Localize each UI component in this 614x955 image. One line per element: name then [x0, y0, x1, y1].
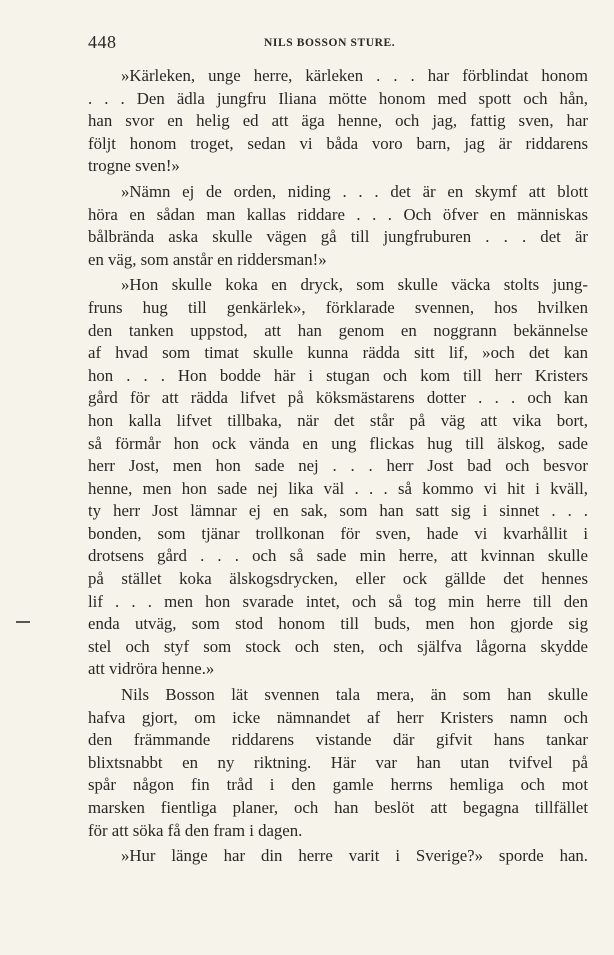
text-line: blixtsnabbt en ny riktning. Här var han utan tvifvel på	[88, 752, 588, 772]
text-line: den främmande riddarens vistande där gifvit hans tankar	[88, 730, 588, 750]
text-line: följt honom troget, sedan vi båda voro barn, jag är riddarens	[88, 133, 588, 153]
text-line: »Hon skulle koka en dryck, som skulle väcka stolts jung-	[121, 275, 588, 295]
text-line: henne, men hon sade nej lika väl . . . så kommo vi hit i kväll,	[88, 478, 588, 498]
text-line: en väg, som anstår en riddersman!»	[88, 249, 327, 269]
text-line: hafva gjort, om icke nämnandet af herr Kristers namn och	[88, 707, 588, 727]
text-line: spår någon fin tråd i den gamle herrns hemliga och mot	[88, 775, 588, 795]
body-text	[88, 65, 588, 868]
text-line: fruns hug till genkärlek», förklarade svennen, hos hvilken	[88, 297, 588, 317]
text-line: han svor en helig ed att äga henne, och jag, fattig sven, har	[88, 111, 588, 131]
text-line: drotsens gård . . . och så sade min herre, att kvinnan skulle	[88, 546, 588, 566]
text-line: för att söka få den fram i dagen.	[88, 820, 303, 840]
paragraph-4	[88, 684, 588, 842]
text-line: att vidröra henne.»	[88, 659, 215, 679]
text-line: bonden, som tjänar trollkonan för sven, hade vi kvarhållit i	[88, 523, 588, 543]
text-line: enda utväg, som stod honom till buds, men hon gjorde sig	[88, 614, 588, 634]
paragraph-3	[88, 274, 588, 681]
text-line: Nils Bosson lät svennen tala mera, än som han skulle	[121, 685, 588, 705]
text-line: gård för att rädda lifvet på köksmästarens dotter . . . och kan	[88, 388, 588, 408]
text-line: . . . Den ädla jungfru Iliana mötte honom med spott och hån,	[88, 88, 588, 108]
text-line: den tanken uppstod, att han genom en noggrann bekännelse	[88, 320, 588, 340]
paragraph-2	[88, 181, 588, 271]
text-line: stel och styf som stock och sten, och själfva lågorna skydde	[88, 636, 588, 656]
margin-mark	[16, 621, 30, 623]
text-line: »Hur länge har din herre varit i Sverige?» sporde han.	[121, 846, 588, 866]
text-line: på stället koka älskogsdrycken, eller ock gällde det hennes	[88, 569, 588, 589]
text-line: bålbrända aska skulle vägen gå till jungfruburen . . . det är	[88, 227, 588, 247]
text-line: ty herr Jost lämnar ej en sak, som han satt sig i sinnet . . .	[88, 501, 588, 521]
paragraph-1	[88, 65, 588, 178]
page-header	[88, 32, 588, 56]
text-line: herr Jost, men hon sade nej . . . herr Jost bad och besvor	[88, 456, 588, 476]
text-line: hon kalla lifvet tillbaka, när det står på väg att vika bort,	[88, 410, 588, 430]
text-line: »Nämn ej de orden, niding . . . det är en skymf att blott	[121, 181, 588, 201]
text-line: hon . . . Hon bodde här i stugan och kom till herr Kristers	[88, 365, 588, 385]
running-title: NILS BOSSON STURE.	[264, 37, 396, 49]
paragraph-5	[88, 845, 588, 868]
page-number: 448	[88, 32, 117, 52]
text-line: så förmår hon ock vända en ung flickas hug till älskog, sade	[88, 433, 588, 453]
text-line: »Kärleken, unge herre, kärleken . . . har förblindat honom	[121, 66, 588, 85]
text-line: marsken fientliga planer, och han beslöt att begagna tillfället	[88, 798, 588, 817]
text-line: af hvad som timat skulle kunna rädda sitt lif, »och det kan	[88, 343, 588, 363]
text-line: höra en sådan man kallas riddare . . . Och öfver en människas	[88, 204, 588, 224]
text-line: lif . . . men hon svarade intet, och så tog min herre till den	[88, 591, 588, 611]
text-line: trogne sven!»	[88, 156, 180, 176]
